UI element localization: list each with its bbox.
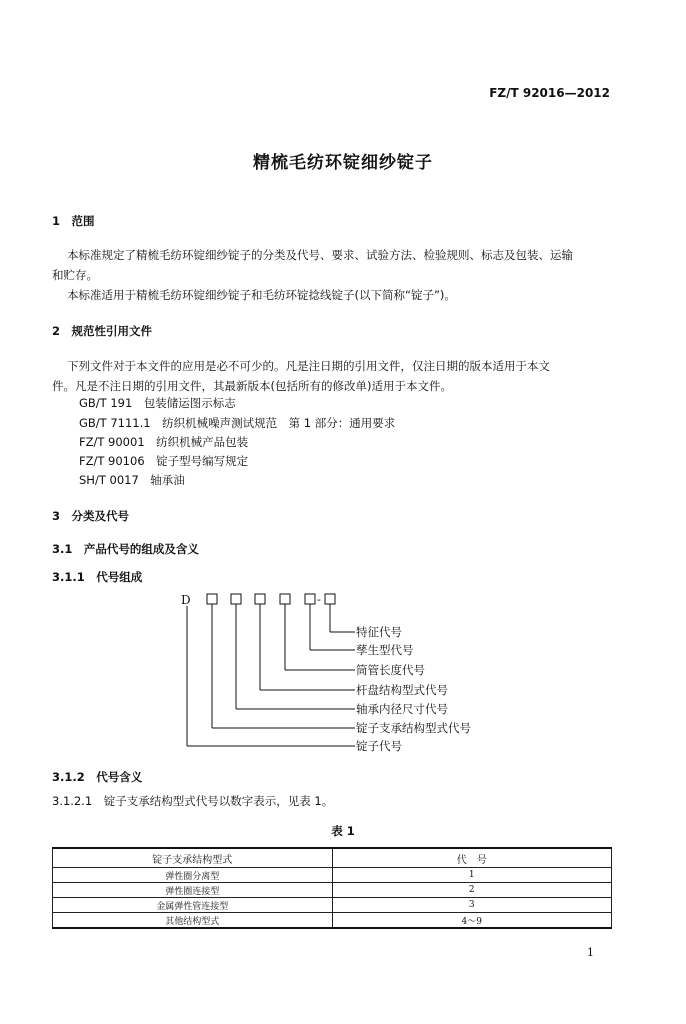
- table-cell: 4～9: [332, 913, 612, 929]
- table-cell: 2: [332, 883, 612, 898]
- diagram-label: 锭子支承结构型式代号: [356, 721, 471, 735]
- table-row: [53, 868, 612, 883]
- table-row: [53, 913, 612, 929]
- section-2-para-line2: 件。凡是不注日期的引用文件，其最新版本(包括所有的修改单)适用于本文件。: [52, 379, 452, 393]
- code-box: [207, 594, 217, 604]
- diagram-label: 杆盘结构型式代号: [356, 683, 448, 697]
- document-title: 精梳毛纺环锭细纱锭子: [253, 153, 433, 173]
- table-cell: 弹性圈分离型: [53, 868, 333, 883]
- table-cell: 其他结构型式: [53, 913, 333, 929]
- page-number: 1: [587, 946, 594, 959]
- normative-reference: SH/T 0017 轴承油: [79, 473, 185, 487]
- code-box: [255, 594, 265, 604]
- table-1: [52, 847, 612, 929]
- diagram-label: 轴承内径尺寸代号: [356, 702, 448, 716]
- normative-reference: GB/T 191 包装储运图示标志: [79, 396, 236, 410]
- code-composition-diagram: [170, 590, 500, 760]
- code-box: [305, 594, 315, 604]
- table-header-cell: 锭子支承结构型式: [53, 848, 333, 868]
- table-cell: 1: [332, 868, 612, 883]
- diagram-label: 筒管长度代号: [356, 663, 425, 677]
- code-dash: -: [317, 593, 321, 606]
- code-box: [231, 594, 241, 604]
- section-3-1-heading: 3.1 产品代号的组成及含义: [52, 542, 199, 556]
- section-3-1-2-heading: 3.1.2 代号含义: [52, 770, 143, 784]
- standard-code: FZ/T 92016—2012: [489, 86, 610, 100]
- code-box: [280, 594, 290, 604]
- table-cell: 金属弹性管连接型: [53, 898, 333, 913]
- code-box: [325, 594, 335, 604]
- section-1-heading: 1 范围: [52, 214, 95, 228]
- normative-reference: FZ/T 90106 锭子型号编写规定: [79, 454, 249, 468]
- table-caption: 表 1: [331, 824, 355, 838]
- table-row: [53, 898, 612, 913]
- table-header-row: [53, 848, 612, 868]
- table-row: [53, 883, 612, 898]
- table-cell: 3: [332, 898, 612, 913]
- table-header-cell: 代 号: [332, 848, 612, 868]
- clause-3-1-2-1: 3.1.2.1 锭子支承结构型式代号以数字表示，见表 1。: [52, 794, 334, 808]
- normative-reference: FZ/T 90001 纺织机械产品包装: [79, 435, 249, 449]
- section-3-1-1-heading: 3.1.1 代号组成: [52, 570, 143, 584]
- section-2-para-line1: 下列文件对于本文件的应用是必不可少的。凡是注日期的引用文件，仅注日期的版本适用于本文: [67, 359, 550, 373]
- section-1-para1-line1: 本标准规定了精梳毛纺环锭细纱锭子的分类及代号、要求、试验方法、检验规则、标志及包装、运输: [67, 248, 573, 262]
- section-1-para1-line2: 和贮存。: [52, 268, 98, 282]
- section-2-heading: 2 规范性引用文件: [52, 324, 153, 338]
- normative-reference: GB/T 7111.1 纺织机械噪声测试规范 第 1 部分：通用要求: [79, 416, 396, 430]
- diagram-label: 孳生型代号: [356, 643, 414, 657]
- section-3-heading: 3 分类及代号: [52, 509, 130, 523]
- section-1-para2: 本标准适用于精梳毛纺环锭细纱锭子和毛纺环锭捻线锭子(以下简称“锭子”)。: [67, 288, 456, 302]
- diagram-label: 特征代号: [356, 625, 402, 639]
- code-prefix: D: [181, 593, 191, 607]
- table-cell: 弹性圈连接型: [53, 883, 333, 898]
- diagram-label: 锭子代号: [356, 739, 402, 753]
